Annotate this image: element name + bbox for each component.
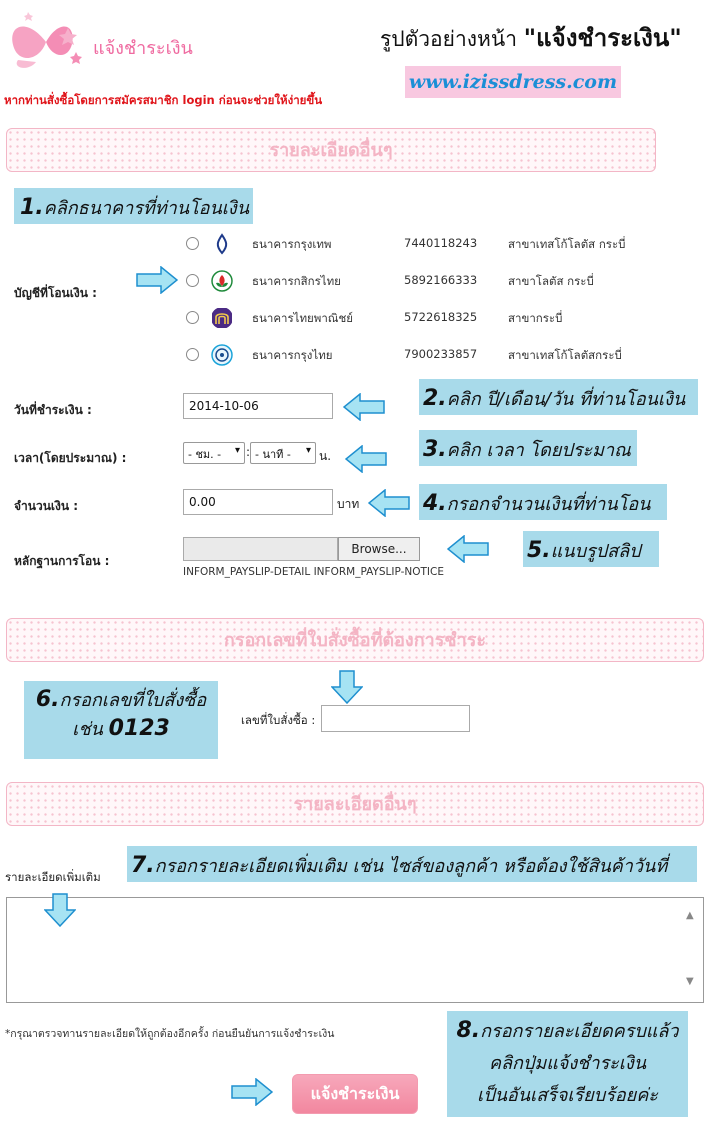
bank-name: ธนาคารไทยพาณิชย์: [252, 311, 354, 325]
bank-branch: สาขาเทสโก้โลตัส กระบี่: [508, 237, 626, 251]
account-label: บัญชีที่โอนเงิน :: [14, 286, 97, 300]
section-bar-details: รายละเอียดอื่นๆ: [6, 128, 656, 172]
logo-text: แจ้งชำระเงิน: [93, 38, 193, 59]
arrow-down-icon: [44, 893, 76, 927]
arrow-left-icon: [447, 535, 489, 563]
bank-branch: สาขากระบี่: [508, 311, 563, 325]
bank-account: 7900233857: [404, 347, 478, 361]
bank-radio[interactable]: [186, 348, 199, 361]
step-4-callout: 4.กรอกจำนวนเงินที่ท่านโอน: [419, 484, 667, 520]
chevron-down-icon: ▾: [234, 445, 240, 456]
butterfly-logo: [6, 8, 86, 74]
scroll-up-icon[interactable]: ▲: [686, 910, 694, 921]
arrow-left-icon: [343, 393, 385, 421]
date-label: วันที่ชำระเงิน :: [14, 403, 92, 417]
step-5-callout: 5.แนบรูปสลิป: [523, 531, 659, 567]
scb-bank-icon: [211, 307, 233, 329]
step-2-callout: 2.คลิก ปี/เดือน/วัน ที่ท่านโอนเงิน: [419, 379, 698, 415]
section-bar-order: กรอกเลขที่ใบสั่งซื้อที่ต้องการชำระ: [6, 618, 704, 662]
browse-button[interactable]: Browse...: [338, 537, 420, 561]
arrow-right-icon: [136, 266, 178, 294]
bank-name: ธนาคารกรุงไทย: [252, 348, 333, 362]
submit-payment-button[interactable]: แจ้งชำระเงิน: [292, 1074, 418, 1114]
bank-account: 7440118243: [404, 236, 478, 250]
confirm-note: *กรุณาตรวจทานรายละเอียดให้ถูกต้องอีกครั้ง ก่อนยืนยันการแจ้งชำระเงิน: [5, 1028, 335, 1040]
bank-radio[interactable]: [186, 274, 199, 287]
step-3-callout: 3.คลิก เวลา โดยประมาณ: [419, 430, 637, 466]
step-8-callout: 8.กรอกรายละเอียดครบแล้ว คลิกปุ่มแจ้งชำระเงิน เป็นอันเสร็จเรียบร้อยค่ะ: [447, 1011, 688, 1117]
amount-input[interactable]: 0.00: [183, 489, 333, 515]
hour-select[interactable]: - ชม. - ▾: [183, 442, 245, 464]
amount-label: จำนวนเงิน :: [14, 499, 79, 513]
step-7-callout: 7.กรอกรายละเอียดเพิ่มเติม เช่น ไซส์ของลูกค้า หรือต้องใช้สินค้าวันที่: [127, 846, 697, 882]
order-label: เลขที่ใบสั่งซื้อ :: [241, 713, 316, 727]
login-notice: หากท่านสั่งซื้อโดยการสมัครสมาชิก login ก่อนจะช่วยให้ง่ายขึ้น: [4, 93, 323, 107]
arrow-down-icon: [331, 670, 363, 704]
bank-radio[interactable]: [186, 237, 199, 250]
site-url: www.izissdress.com: [405, 66, 621, 98]
amount-unit: บาท: [337, 497, 360, 511]
slip-label: หลักฐานการโอน :: [14, 554, 110, 568]
bank-radio[interactable]: [186, 311, 199, 324]
arrow-right-icon: [231, 1078, 273, 1106]
order-number-input[interactable]: [321, 705, 470, 732]
file-path-field[interactable]: [183, 537, 338, 561]
step-1-callout: 1.คลิกธนาคารที่ท่านโอนเงิน: [14, 188, 253, 224]
kasikorn-bank-icon: [211, 270, 233, 292]
section-bar-extra: รายละเอียดอื่นๆ: [6, 782, 704, 826]
bangkok-bank-icon: [211, 233, 233, 255]
bank-account: 5892166333: [404, 273, 478, 287]
extra-label: รายละเอียดเพิ่มเติม: [5, 870, 101, 884]
arrow-left-icon: [345, 445, 387, 473]
krungthai-bank-icon: [211, 344, 233, 366]
bank-name: ธนาคารกรุงเทพ: [252, 237, 332, 251]
scroll-down-icon[interactable]: ▼: [686, 976, 694, 987]
bank-name: ธนาคารกสิกรไทย: [252, 274, 341, 288]
time-label: เวลา(โดยประมาณ) :: [14, 451, 127, 465]
page-heading: รูปตัวอย่างหน้า "แจ้งชำระเงิน": [380, 24, 682, 52]
bank-branch: สาขาโลตัส กระบี่: [508, 274, 594, 288]
bank-account: 5722618325: [404, 310, 478, 324]
time-unit: น.: [319, 449, 332, 463]
date-input[interactable]: 2014-10-06: [183, 393, 333, 419]
step-6-callout: 6.กรอกเลขที่ใบสั่งซื้อ เช่น 0123: [24, 681, 218, 759]
time-colon: :: [246, 445, 251, 459]
chevron-down-icon: ▾: [305, 445, 311, 456]
bank-branch: สาขาเทสโก้โลตัสกระบี่: [508, 348, 622, 362]
slip-note: INFORM_PAYSLIP-DETAIL INFORM_PAYSLIP-NOTICE: [183, 566, 444, 578]
arrow-left-icon: [368, 489, 410, 517]
minute-select[interactable]: - นาที - ▾: [250, 442, 316, 464]
extra-details-textarea[interactable]: [6, 897, 704, 1003]
